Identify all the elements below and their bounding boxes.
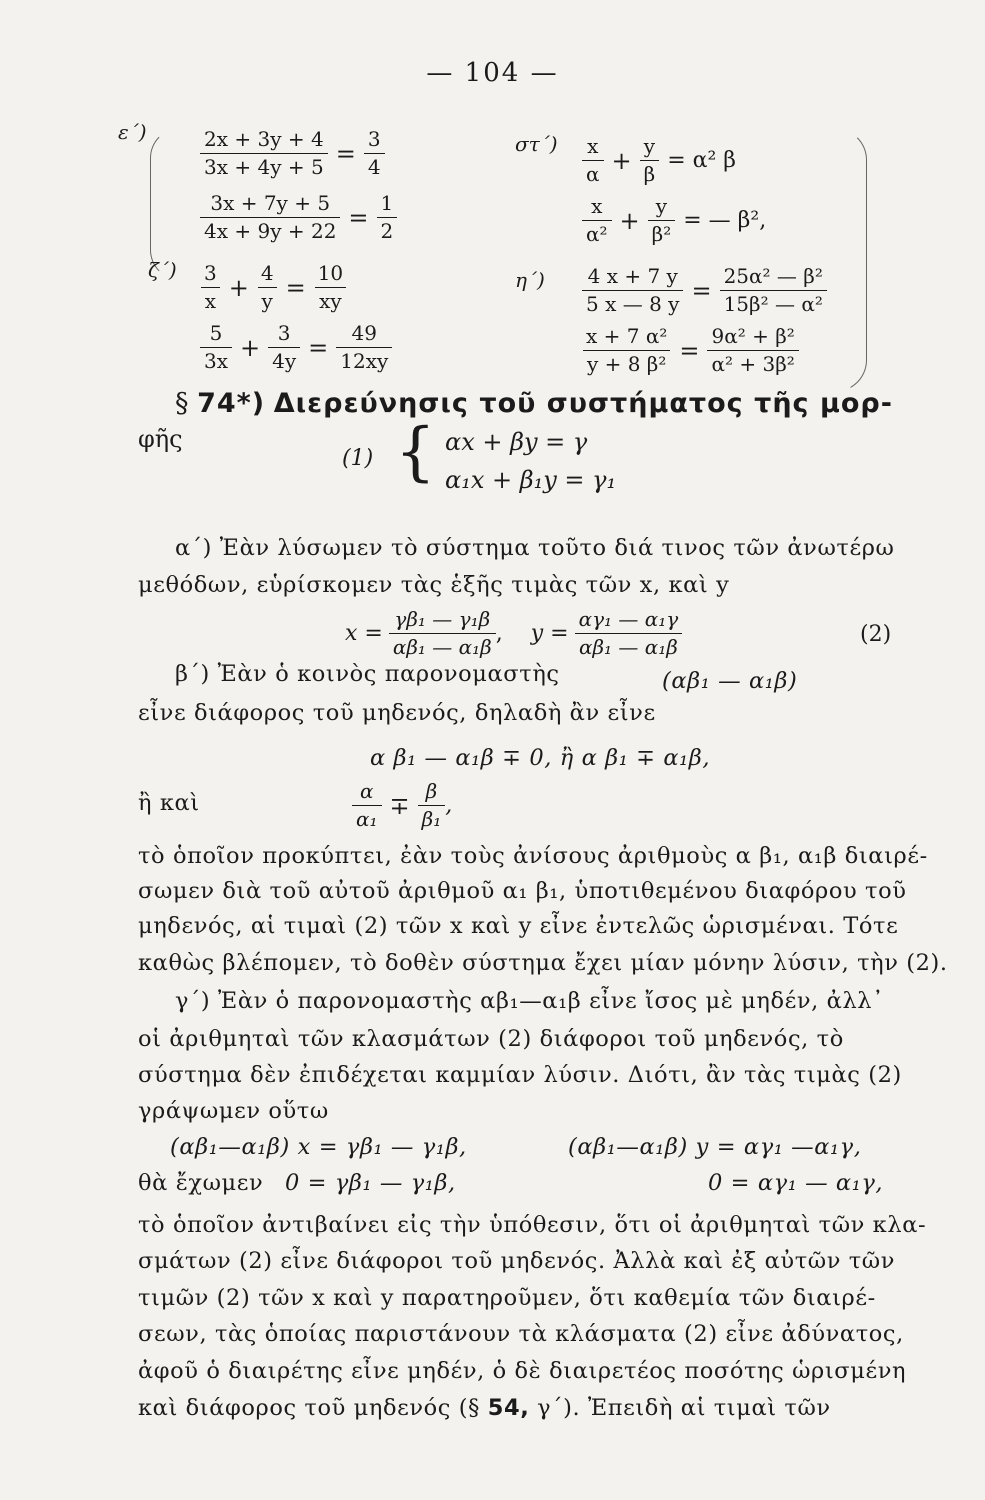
denominator: α² (582, 220, 612, 246)
fraction (268, 322, 300, 373)
equals-sign: = (691, 276, 712, 305)
section-sign: § (175, 388, 189, 419)
fraction (377, 192, 398, 243)
comma: , (495, 621, 503, 646)
denominator: α₁ (352, 805, 382, 831)
denominator: 4y (268, 347, 300, 373)
exercise-label-e: ε΄) (118, 120, 147, 144)
fraction (389, 608, 496, 659)
exercise-e-eq2 (200, 192, 397, 243)
fraction (364, 128, 385, 179)
exercise-label-z: ζ΄) (148, 258, 177, 282)
numerator: 5 (209, 321, 223, 345)
section-heading (175, 388, 893, 419)
equation-c1-left: (αβ₁—α₁β) x = γβ₁ — γ₁β, (170, 1134, 467, 1160)
numerator: 3 (277, 321, 291, 345)
paragraph-b-line-5: σωμεν διὰ τοῦ αὐτοῦ ἀριθμοῦ α₁ β₁, ὑποτιθεμένου διαφόρου τοῦ (138, 878, 907, 904)
fraction (257, 262, 278, 313)
paragraph-d-line-6-start: καὶ διάφορος τοῦ μηδενός (§ (138, 1395, 480, 1421)
equals-sign: = (308, 333, 329, 362)
equation-c1-right: (αβ₁—α₁β) y = αγ₁ —α₁γ, (568, 1134, 862, 1160)
denominator: α (582, 160, 604, 186)
section-title: Διερεύνησις τοῦ συστήματος τῆς μορ- (273, 388, 893, 419)
paragraph-c-line-2: οἱ ἀριθμηταὶ τῶν κλασμάτων (2) διάφοροι τοῦ μηδενός, τὸ (138, 1026, 844, 1052)
fraction (200, 192, 340, 243)
equation-c2-prefix: θὰ ἔχωμεν (138, 1170, 264, 1196)
numerator: y (643, 134, 656, 158)
equals-sign: = (348, 203, 369, 232)
numerator: 10 (317, 261, 344, 285)
fraction (200, 322, 232, 373)
paragraph-c-line-4: γράψωμεν οὕτω (138, 1098, 329, 1124)
denominator: β₁ (418, 805, 446, 831)
section-title-continuation: φῆς (138, 425, 183, 453)
denominator: y (258, 287, 277, 313)
equals-sign: = (285, 273, 306, 302)
numerator: 2x + 3y + 4 (204, 127, 324, 151)
paragraph-c-line-3: σύστημα δὲν ἐπιδέχεται καμμίαν λύσιν. Διότι, ἂν τὰς τιμὰς (2) (138, 1062, 902, 1088)
right-hand-side: = α² β (667, 148, 737, 173)
denominator: β (640, 160, 660, 186)
paragraph-b-line-1: β΄) Ἐὰν ὁ κοινὸς παρονομαστὴς (175, 661, 560, 687)
equals-sign: = (335, 139, 356, 168)
paragraph-b-line-3: α β₁ — α₁β ∓ 0, ἢ α β₁ ∓ α₁β, (370, 745, 711, 771)
numerator: 3 (367, 127, 381, 151)
paragraph-b-line-6: μηδενός, αἱ τιμαὶ (2) τῶν x καὶ y εἶνε ἐντελῶς ὡρισμέναι. Τότε (138, 913, 899, 939)
paragraph-a-line-1: α΄) Ἐὰν λύσωμεν τὸ σύστημα τοῦτο διά τινος τῶν ἀνωτέρω (175, 535, 895, 561)
numerator: x + 7 α² (586, 324, 668, 348)
exercise-h-eq2 (582, 325, 799, 376)
paragraph-d-line-4: σεων, τὰς ὁποίας παριστάνουν τὰ κλάσματα (2) εἶνε ἀδύνατος, (138, 1321, 904, 1347)
numerator: β (425, 779, 438, 803)
numerator: 49 (351, 321, 377, 345)
numerator: 3x + 7y + 5 (210, 191, 331, 215)
fraction (200, 128, 328, 179)
paragraph-d-line-5: ἀφοῦ ὁ διαιρέτης εἶνε μηδέν, ὁ δὲ διαιρετέος ποσότης ὡρισμένη (138, 1358, 907, 1384)
formula-2 (345, 608, 682, 659)
fraction (582, 325, 671, 376)
formula-label: (2) (860, 622, 892, 647)
y-lhs: y = (530, 621, 569, 646)
exercise-h-eq1 (582, 265, 827, 316)
denominator: 12xy (336, 347, 392, 373)
numerator: y (655, 194, 668, 218)
paragraph-d-line-1: τὸ ὁποῖον ἀντιβαίνει εἰς τὴν ὑπόθεσιν, ὅτι οἱ ἀριθμηταὶ τῶν κλα- (138, 1212, 927, 1238)
denominator: 3x + 4y + 5 (200, 153, 328, 179)
paragraph-b-line-4: τὸ ὁποῖον προκύπτει, ἐὰν τοὺς ἀνίσους ἀριθμοὺς α β₁, α₁β διαιρέ- (138, 843, 928, 869)
numerator: 4 x + 7 y (587, 264, 678, 288)
fraction (720, 265, 827, 316)
page-number: — 104 — (426, 58, 559, 88)
system-line-1: αx + βy = γ (445, 428, 588, 456)
system-label: (1) (342, 446, 374, 471)
paragraph-a-line-2: μεθόδων, εὑρίσκομεν τὰς ἑξῆς τιμὰς τῶν x, καὶ y (138, 572, 730, 598)
paragraph-d-line-6-end: γ΄). Ἐπειδὴ αἱ τιμαὶ τῶν (537, 1395, 831, 1421)
fraction (352, 780, 382, 831)
exercise-z-eq2 (200, 322, 392, 373)
equation-c2-left: 0 = γβ₁ — γ₁β, (285, 1170, 456, 1196)
fraction (640, 135, 660, 186)
exercise-st-eq2 (582, 195, 766, 246)
denominator: β² (648, 220, 676, 246)
fraction (200, 262, 221, 313)
section-number: 74*) (197, 388, 266, 419)
exercise-label-st: στ΄) (515, 132, 558, 156)
denominator: 5 x — 8 y (582, 290, 683, 316)
numerator: α (360, 779, 374, 803)
denominator: y + 8 β² (583, 350, 670, 376)
exercise-label-h: η΄) (515, 268, 545, 292)
plus-sign: + (240, 333, 261, 362)
ratio-expression (352, 780, 452, 831)
denominator: 4x + 9y + 22 (200, 217, 340, 243)
fraction (582, 135, 604, 186)
section-reference: 54, (487, 1395, 530, 1421)
neq-sign: ∓ (389, 791, 410, 820)
paragraph-b-expression: (αβ₁ — α₁β) (662, 668, 798, 694)
numerator: x (591, 194, 603, 218)
denominator: 3x (200, 347, 232, 373)
numerator: 3 (204, 261, 217, 285)
denominator: 15β² — α² (720, 290, 827, 316)
paragraph-c-line-1: γ΄) Ἐὰν ὁ παρονομαστὴς αβ₁—α₁β εἶνε ἴσος μὲ μηδέν, ἀλλ᾽ (175, 988, 885, 1014)
fraction (582, 265, 683, 316)
fraction (582, 195, 612, 246)
plus-sign: + (611, 146, 632, 175)
plus-sign: + (619, 206, 640, 235)
exercise-z-eq1 (200, 262, 347, 313)
denominator: αβ₁ — α₁β (389, 633, 496, 659)
equals-sign: = (679, 336, 700, 365)
x-lhs: x = (345, 621, 383, 646)
denominator: αβ₁ — α₁β (575, 633, 682, 659)
system-line-2: α₁x + β₁y = γ₁ (445, 466, 617, 494)
denominator: α² + 3β² (707, 350, 798, 376)
denominator: x (201, 287, 220, 313)
paragraph-b-line-2: εἶνε διάφορος τοῦ μηδενός, δηλαδὴ ἂν εἶνε (138, 700, 656, 726)
paragraph-b-line-7: καθὼς βλέπομεν, τὸ δοθὲν σύστημα ἔχει μίαν μόνην λύσιν, τὴν (2). (138, 950, 948, 976)
system-brace: { (395, 415, 436, 489)
fraction (418, 780, 446, 831)
fraction (314, 262, 347, 313)
denominator: 2 (377, 217, 398, 243)
paragraph-d-line-3: τιμῶν (2) τῶν x καὶ y παρατηροῦμεν, ὅτι καθεμία τῶν διαιρέ- (138, 1285, 876, 1311)
numerator: αγ₁ — α₁γ (578, 607, 679, 631)
numerator: 1 (380, 191, 394, 215)
plus-sign: + (228, 273, 249, 302)
paragraph-d-line-6 (138, 1395, 831, 1421)
numerator: 25α² — β² (723, 264, 823, 288)
fraction (648, 195, 676, 246)
numerator: 4 (260, 261, 274, 285)
pen-bracket-right (835, 128, 867, 392)
fraction (707, 325, 798, 376)
fraction (575, 608, 683, 659)
exercise-e-eq1 (200, 128, 385, 179)
numerator: γβ₁ — γ₁β (394, 607, 491, 631)
fraction (336, 322, 392, 373)
numerator: x (587, 134, 599, 158)
paragraph-d-line-2: σμάτων (2) εἶνε διάφοροι τοῦ μηδενός. Ἀλλὰ καὶ ἐξ αὐτῶν τῶν (138, 1248, 895, 1274)
denominator: xy (315, 287, 346, 313)
equation-c2-right: 0 = αγ₁ — α₁γ, (708, 1170, 884, 1196)
right-hand-side: = — β², (683, 208, 767, 233)
ratio-prefix: ἢ καὶ (138, 790, 200, 816)
comma: , (445, 793, 453, 818)
denominator: 4 (364, 153, 385, 179)
exercise-st-eq1 (582, 135, 736, 186)
numerator: 9α² + β² (711, 324, 795, 348)
